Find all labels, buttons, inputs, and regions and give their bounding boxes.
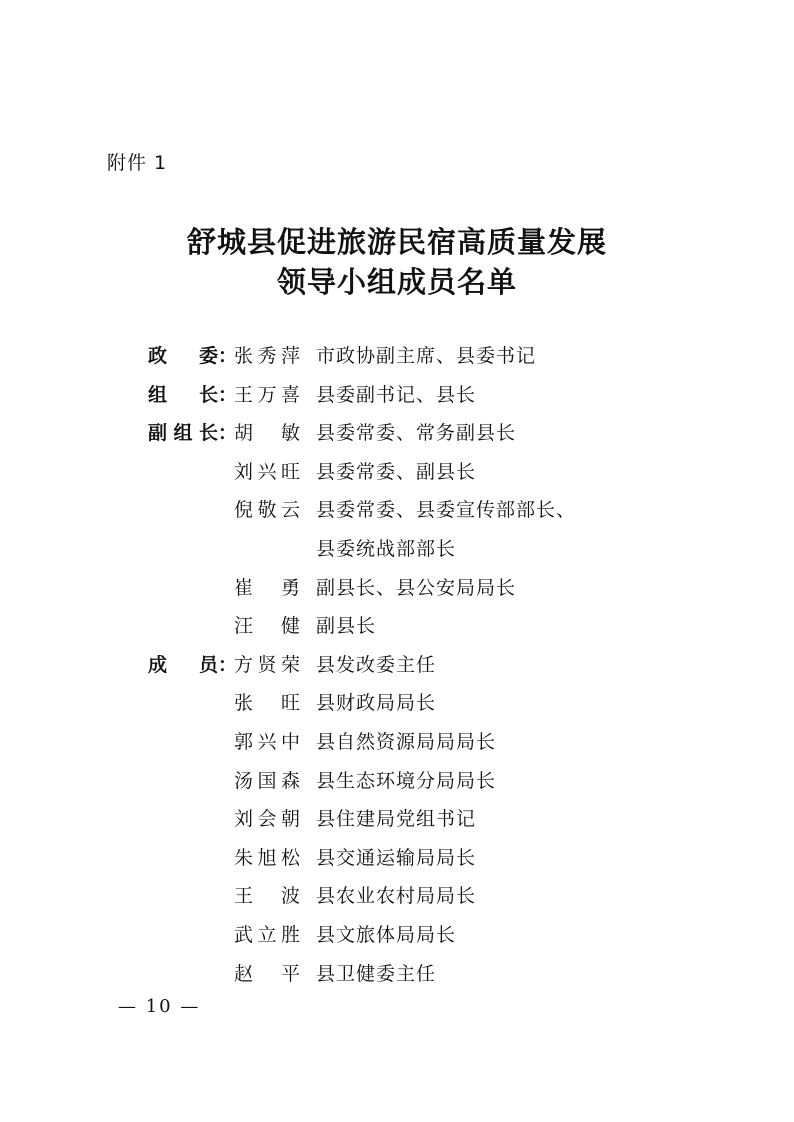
roster-row bbox=[0, 684, 794, 723]
role-label bbox=[148, 453, 232, 492]
member-position: 县委常委、副县长 bbox=[316, 460, 477, 483]
member-position: 县卫健委主任 bbox=[316, 962, 437, 985]
member-position: 县财政局局长 bbox=[316, 692, 437, 715]
roster-row bbox=[0, 491, 794, 530]
roster-row bbox=[0, 839, 794, 878]
member-name: 崔 勇 bbox=[234, 576, 300, 599]
member-name: 方贤荣 bbox=[234, 653, 300, 676]
member-name: 刘兴旺 bbox=[234, 460, 300, 483]
member-name: 汪 健 bbox=[234, 615, 300, 638]
member-position: 市政协副主席、县委书记 bbox=[316, 345, 537, 367]
role-label: 政 委： bbox=[148, 345, 238, 367]
roster-row bbox=[0, 569, 794, 608]
member-name: 王 波 bbox=[234, 885, 300, 908]
role-label bbox=[148, 955, 232, 994]
roster-row bbox=[0, 916, 794, 955]
member-position: 县住建局党组书记 bbox=[316, 808, 477, 831]
roster-row bbox=[0, 723, 794, 762]
title-line-1: 舒城县促进旅游民宿高质量发展 bbox=[186, 225, 607, 259]
member-name: 刘会朝 bbox=[234, 808, 300, 831]
roster-row bbox=[0, 376, 794, 415]
role-label bbox=[148, 684, 232, 723]
page-number: — 10 — bbox=[118, 996, 201, 1017]
role-label bbox=[148, 491, 232, 530]
role-label bbox=[148, 839, 232, 878]
roster-row bbox=[0, 607, 794, 646]
member-position: 副县长、县公安局局长 bbox=[316, 576, 517, 599]
role-label bbox=[148, 569, 232, 608]
title-line-2: 领导小组成员名单 bbox=[276, 265, 517, 299]
role-label bbox=[148, 723, 232, 762]
member-name: 王万喜 bbox=[234, 383, 300, 406]
role-label bbox=[148, 607, 232, 646]
roster-row bbox=[0, 646, 794, 685]
role-label bbox=[148, 530, 232, 569]
member-position: 县文旅体局局长 bbox=[316, 923, 457, 946]
member-name: 郭兴中 bbox=[234, 730, 300, 753]
member-name: 张 旺 bbox=[234, 692, 300, 715]
role-label bbox=[148, 800, 232, 839]
member-position: 县生态环境分局局长 bbox=[316, 769, 497, 792]
roster-row bbox=[0, 955, 794, 994]
member-name: 张秀萍 bbox=[234, 345, 300, 367]
roster-row bbox=[0, 762, 794, 801]
member-position: 县委统战部部长 bbox=[316, 537, 457, 560]
role-label: 组 长： bbox=[148, 383, 238, 406]
roster-row bbox=[0, 877, 794, 916]
roster-row bbox=[0, 800, 794, 839]
role-label bbox=[148, 762, 232, 801]
attachment-label: 附件 1 bbox=[107, 152, 168, 174]
member-name: 武立胜 bbox=[234, 923, 300, 946]
role-label bbox=[148, 877, 232, 916]
role-label: 副组长： bbox=[148, 422, 238, 445]
roster-row bbox=[0, 453, 794, 492]
roster-row bbox=[0, 414, 794, 453]
role-label: 成 员： bbox=[148, 653, 238, 676]
roster-row bbox=[0, 337, 794, 376]
member-position: 县交通运输局局长 bbox=[316, 846, 477, 869]
member-position: 县委常委、常务副县长 bbox=[316, 422, 517, 445]
role-label bbox=[148, 916, 232, 955]
member-name: 赵 平 bbox=[234, 962, 300, 985]
member-name: 胡 敏 bbox=[234, 422, 300, 445]
member-position: 副县长 bbox=[316, 615, 377, 638]
member-roster bbox=[0, 337, 794, 993]
member-name: 汤国森 bbox=[234, 769, 300, 792]
member-name: 倪敬云 bbox=[234, 499, 300, 522]
member-name: 朱旭松 bbox=[234, 846, 300, 869]
member-position: 县农业农村局局长 bbox=[316, 885, 477, 908]
roster-row bbox=[0, 530, 794, 569]
member-position: 县委常委、县委宣传部部长、 bbox=[316, 499, 577, 522]
member-position: 县发改委主任 bbox=[316, 653, 437, 676]
member-position: 县自然资源局局局长 bbox=[316, 730, 497, 753]
member-position: 县委副书记、县长 bbox=[316, 383, 477, 406]
document-title bbox=[0, 222, 794, 302]
